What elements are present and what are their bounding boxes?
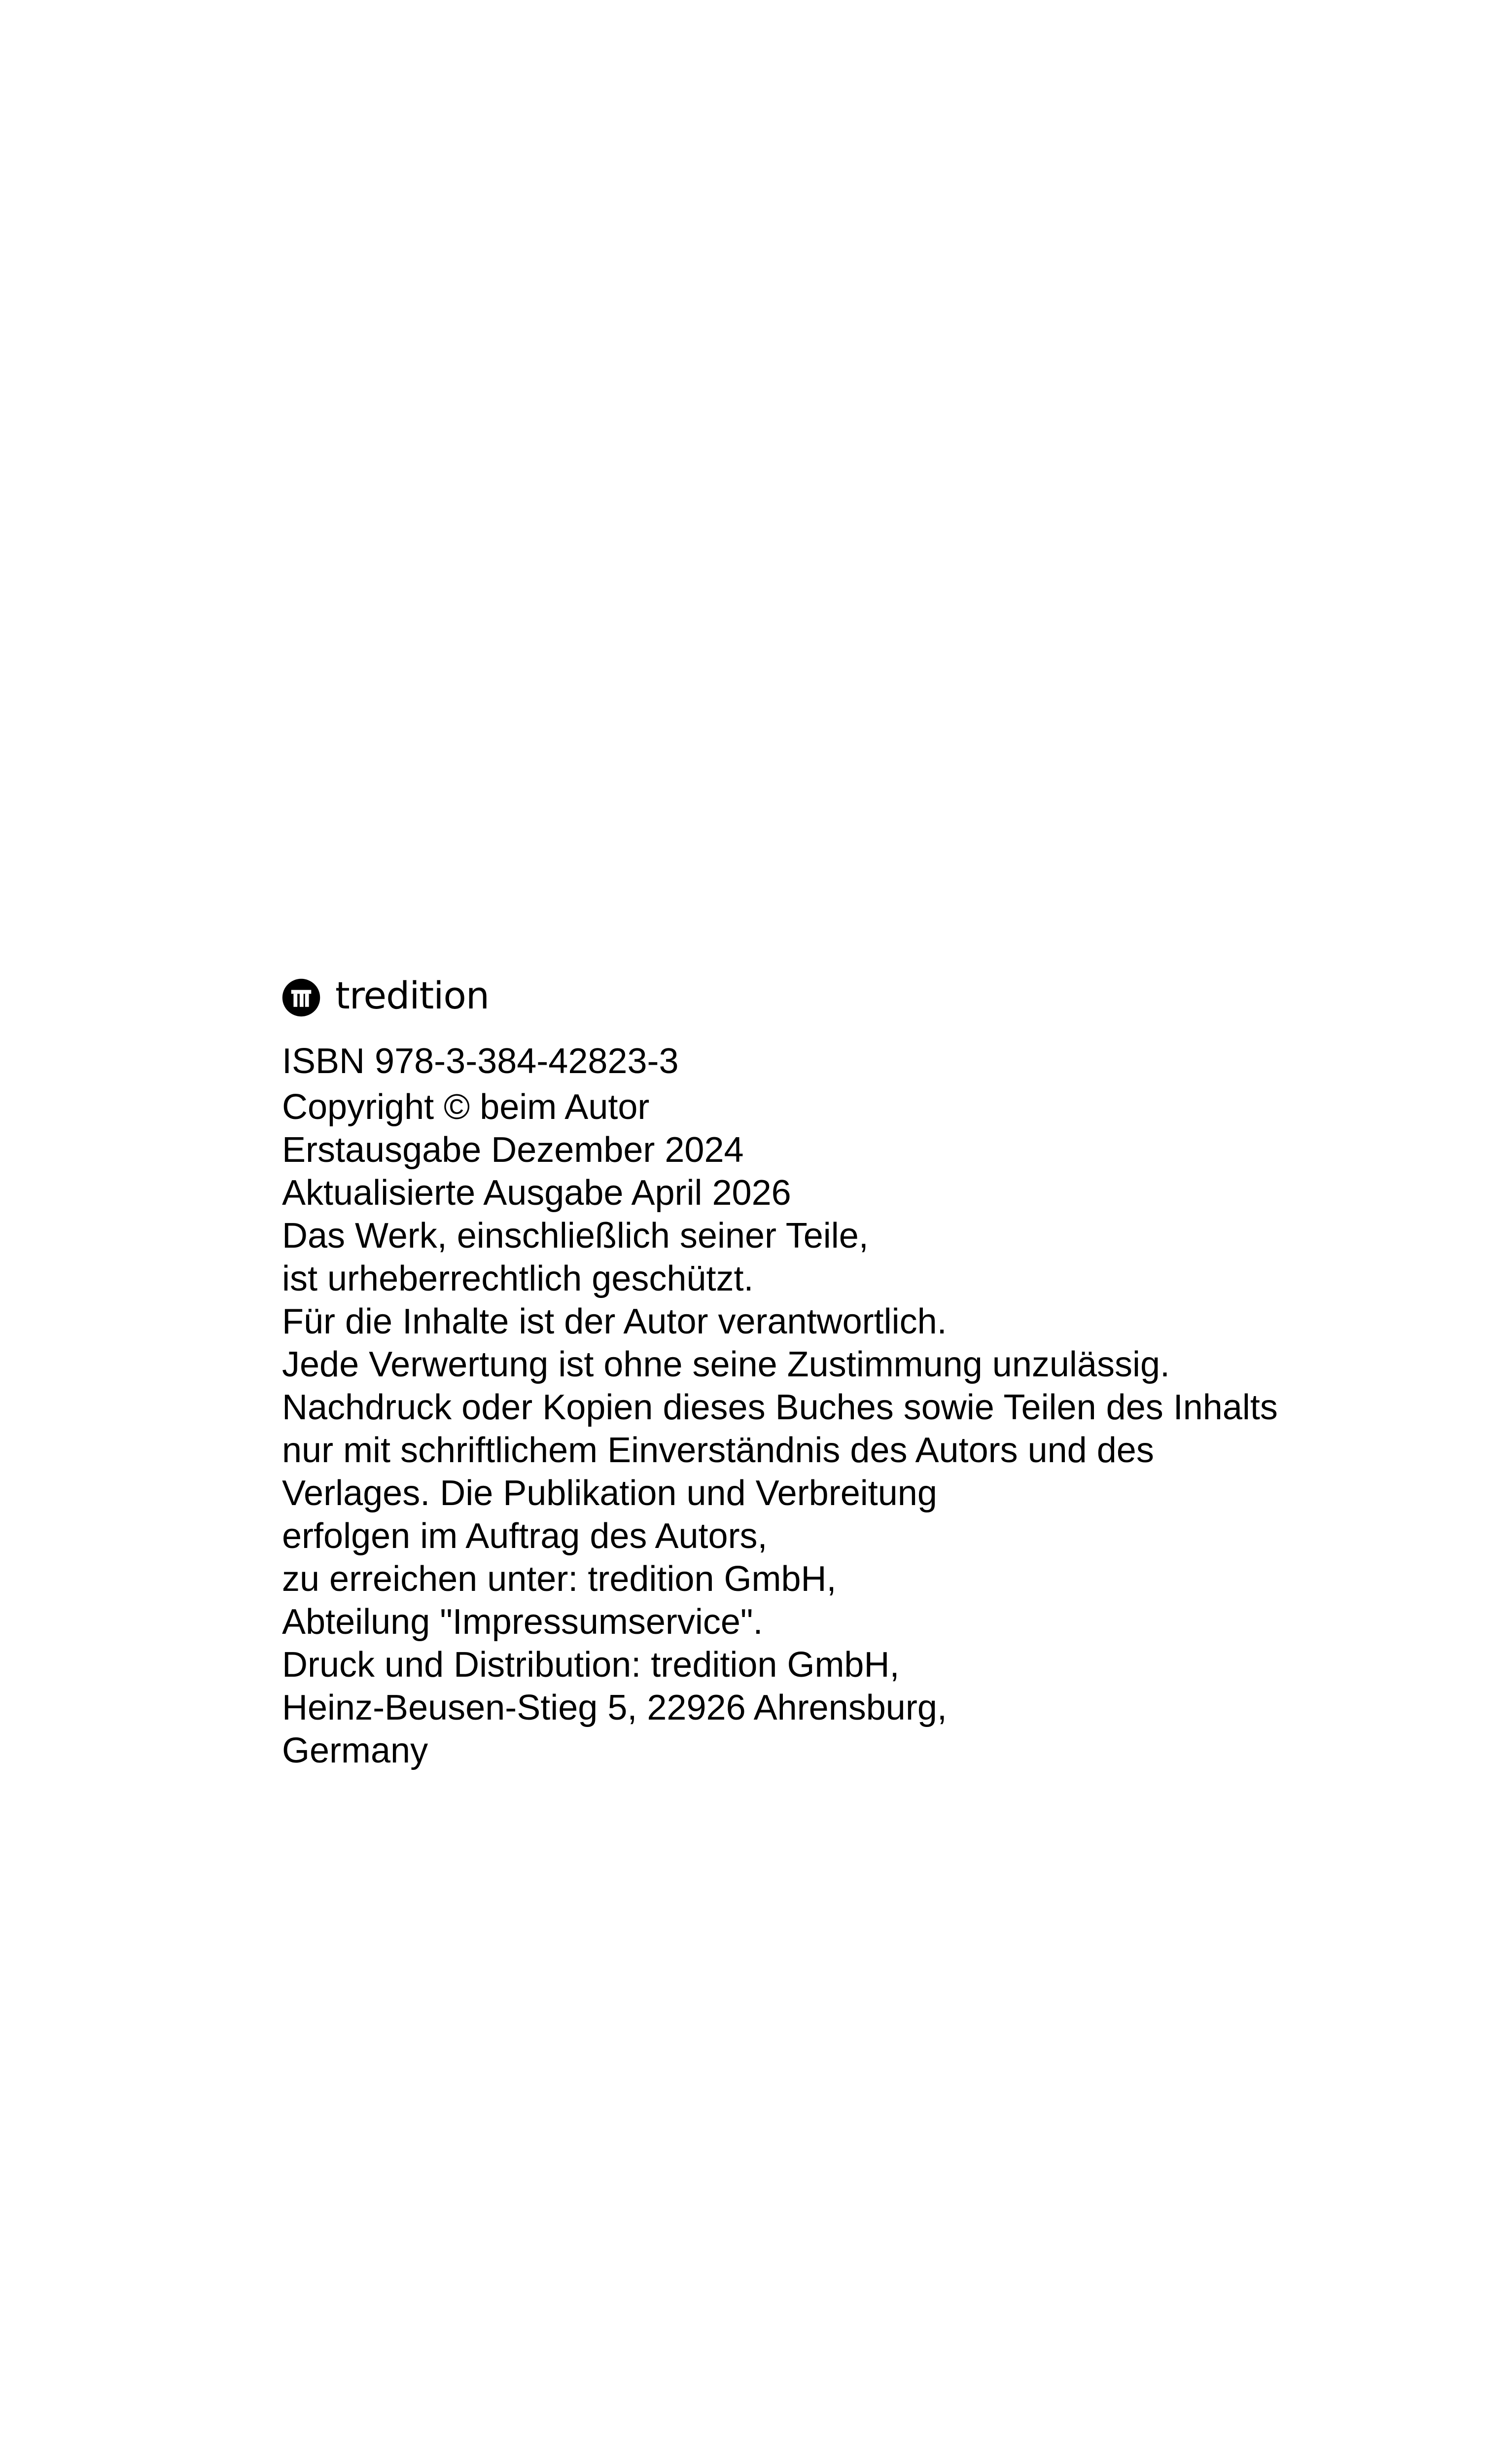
imprint-line: ist urheberrechtlich geschützt. — [282, 1259, 754, 1298]
isbn-line: ISBN 978-3-384-42823-3 — [282, 1042, 679, 1081]
imprint-line: nur mit schriftlichem Einverständnis des Autors und des — [282, 1431, 1154, 1470]
tredition-logo-icon — [282, 978, 320, 1017]
imprint-line: Aktualisierte Ausgabe April 2026 — [282, 1173, 791, 1213]
imprint-line: Druck und Distribution: tredition GmbH, — [282, 1645, 900, 1685]
imprint-line: Verlages. Die Publikation und Verbreitung — [282, 1474, 937, 1513]
publisher-name: tredition — [335, 973, 490, 1017]
imprint-line: Nachdruck oder Kopien dieses Buches sowie Teilen des Inhalts — [282, 1388, 1278, 1427]
imprint-block — [282, 975, 1465, 1772]
imprint-line: Germany — [282, 1731, 428, 1770]
imprint-line: Abteilung "Impressumservice". — [282, 1602, 763, 1642]
imprint-line: Copyright © beim Autor — [282, 1087, 650, 1127]
imprint-line: Jede Verwertung ist ohne seine Zustimmung unzulässig. — [282, 1345, 1170, 1384]
imprint-line: Heinz-Beusen-Stieg 5, 22926 Ahrensburg, — [282, 1688, 947, 1727]
imprint-line: Für die Inhalte ist der Autor verantwortlich. — [282, 1302, 947, 1341]
publisher-brand — [282, 975, 1465, 1020]
imprint-line: Erstausgabe Dezember 2024 — [282, 1130, 744, 1170]
imprint-line: zu erreichen unter: tredition GmbH, — [282, 1559, 837, 1599]
imprint-line: erfolgen im Auftrag des Autors, — [282, 1516, 768, 1556]
imprint-line: Das Werk, einschließlich seiner Teile, — [282, 1216, 869, 1256]
